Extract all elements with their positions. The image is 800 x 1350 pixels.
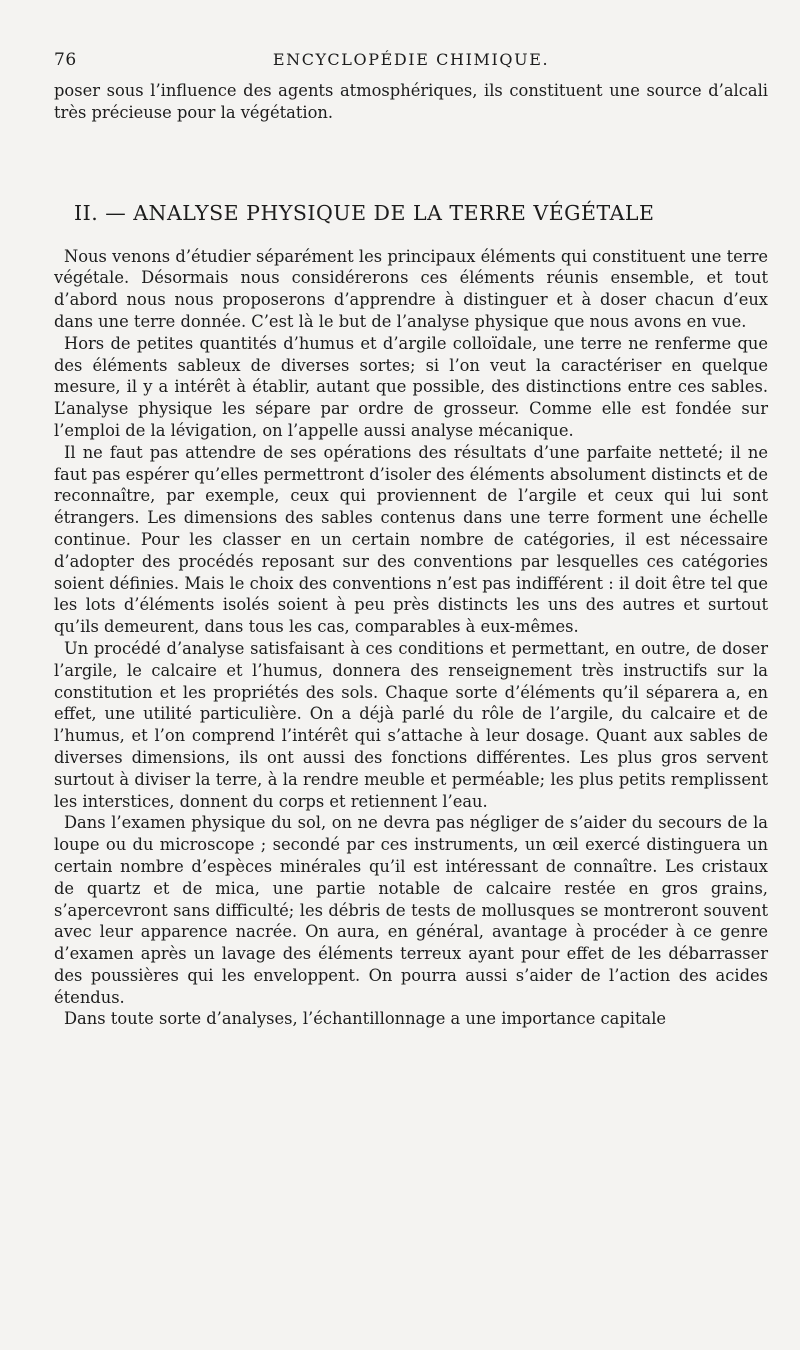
running-head xyxy=(54,50,768,74)
paragraph-6: Dans toute sorte d’analyses, l’échantillonnage a une importance capitale xyxy=(64,1009,667,1029)
paragraph-4: Un procédé d’analyse satisfaisant à ces conditions et permettant, en outre, de doser l’argile, le calcaire et l’humus, donnera des renseignement très instructifs sur la constitution et les propriétés des sols. Chaque sorte d’éléments qu’il séparera a, en effet, une utilité particulière. On a déjà parlé du rôle de l’argile, du calcaire et de l’humus, et l’on comprend l’intérêt qui s’attache à leur dosage. Quant aux sables de diverses dimensions, ils ont aussi des fonctions différentes. Les plus gros servent surtout à diviser la terre, à la rendre meuble et perméable; les plus petits remplissent les interstices, donnent du corps et retiennent l’eau. xyxy=(54,638,768,811)
paragraph-2: Hors de petites quantités d’humus et d’argile colloïdale, une terre ne renferme que des éléments sableux de diverses sortes; si l’on veut la caractériser en quelque mesure, il y a intérêt à établir, autant que possible, des distinctions entre ces sables. L’analyse physique les sépare par ordre de grosseur. Comme elle est fondée sur l’emploi de la lévigation, on l’appelle aussi analyse mécanique. xyxy=(54,333,768,440)
paragraph-continuation: poser sous l’influence des agents atmosphériques, ils constituent une source d’alcali très précieuse pour la végétation. xyxy=(54,81,768,122)
paragraph-5: Dans l’examen physique du sol, on ne devra pas négliger de s’aider du secours de la loupe ou du microscope ; secondé par ces instruments, un œil exercé distinguera un certain nombre d’espèces minérales qu’il est intéressant de connaître. Les cristaux de quartz et de mica, une partie notable de calcaire restée en gros grains, s’apercevront sans difficulté; les débris de tests de mollusques se montreront souvent avec leur apparence nacrée. On aura, en général, avantage à procéder à ce genre d’examen après un lavage des éléments terreux ayant pour effet de les débarrasser des poussières qui les enveloppent. On pourra aussi s’aider de l’action des acides étendus. xyxy=(54,813,768,1007)
running-title: ENCYCLOPÉDIE CHIMIQUE. xyxy=(272,50,550,69)
page-number: 76 xyxy=(54,50,77,70)
body-text xyxy=(54,80,768,1030)
section-heading: II. — ANALYSE PHYSIQUE DE LA TERRE VÉGÉTALE xyxy=(74,200,655,225)
paragraph-3: Il ne faut pas attendre de ses opérations des résultats d’une parfaite netteté; il ne faut pas espérer qu’elles permettront d’isoler des éléments absolument distincts et de reconnaître, par exemple, ceux qui proviennent de l’argile et ceux qui lui sont étrangers. Les dimensions des sables contenus dans une terre forment une échelle continue. Pour les classer en un certain nombre de catégories, il est nécessaire d’adopter des procédés reposant sur des conventions par lesquelles ces catégories soient définies. Mais le choix des conventions n’est pas indifférent : il doit être tel que les lots d’éléments isolés soient à peu près distincts les uns des autres et surtout qu’ils demeurent, dans tous les cas, comparables à eux-mêmes. xyxy=(54,442,768,637)
paragraph-1: Nous venons d’étudier séparément les principaux éléments qui constituent une terre végétale. Désormais nous considérerons ces éléments réunis ensemble, et tout d’abord nous nous proposerons d’apprendre à distinguer et à doser chacun d’eux dans une terre donnée. C’est là le but de l’analyse physique que nous avons en vue. xyxy=(54,246,768,331)
